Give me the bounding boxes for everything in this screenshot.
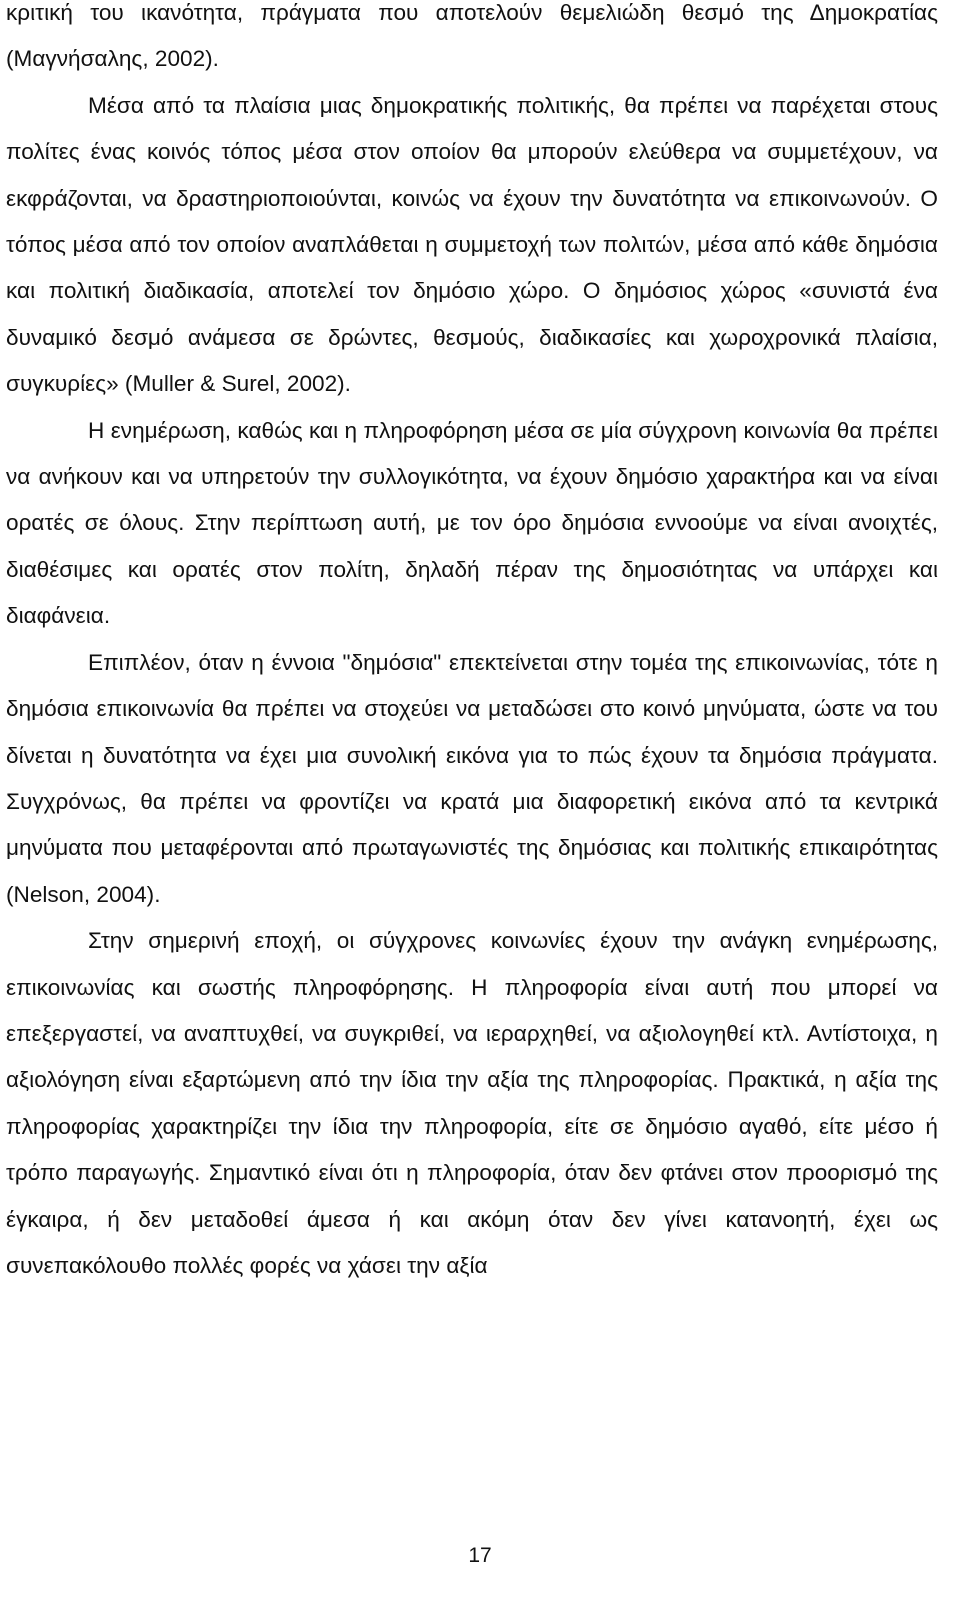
paragraph-public-communication: Επιπλέον, όταν η έννοια "δημόσια" επεκτείνεται στην τομέα της επικοινωνίας, τότε η δημόσια επικοινωνία θα πρέπει να στοχεύει να μεταδώσει στο κοινό μηνύματα, ώστε να του δίνεται η δυνατότητα να έχει μια συνολική εικόνα για το πώς έχουν τα δημόσια πράγματα. Συγχρόνως, θα πρέπει να φροντίζει να κρατά μια διαφορετική εικόνα από τα κεντρικά μηνύματα που μεταφέρονται από πρωταγωνιστές της δημόσιας και πολιτικής επικαιρότητας (Nelson, 2004). [6, 649, 938, 907]
paragraph-modern-societies: Στην σημερινή εποχή, οι σύγχρονες κοινωνίες έχουν την ανάγκη ενημέρωσης, επικοινωνίας και σωστής πληροφόρησης. Η πληροφορία είναι αυτή που μπορεί να επεξεργαστεί, να αναπτυχθεί, να συγκριθεί, να ιεραρχηθεί, να αξιολογηθεί κτλ. Αντίστοιχα, η αξιολόγηση είναι εξαρτώμενη από την ίδια την αξία της πληροφορίας. Πρακτικά, η αξία της πληροφορίας χαρακτηρίζει την ίδια την πληροφορία, είτε σε δημόσιο αγαθό, είτε μέσο ή τρόπο παραγωγής. Σημαντικό είναι ότι η πληροφορία, όταν δεν φτάνει στον προορισμό της έγκαιρα, ή δεν μεταδοθεί άμεσα ή και ακόμη όταν δεν γίνει κατανοητή, έχει ως συνεπακόλουθο πολλές φορές να χάσει την αξία [6, 928, 938, 1278]
paragraph-public-space: Μέσα από τα πλαίσια μιας δημοκρατικής πολιτικής, θα πρέπει να παρέχεται στους πολίτες ένας κοινός τόπος μέσα στον οποίον θα μπορούν ελεύθερα να συμμετέχουν, να εκφράζονται, να δραστηριοποιούνται, κοινώς να έχουν την δυνατότητα να επικοινωνούν. Ο τόπος μέσα από τον οποίον αναπλάθεται η συμμετοχή των πολιτών, μέσα από κάθε δημόσια και πολιτική διαδικασία, αποτελεί τον δημόσιο χώρο. Ο δημόσιος χώρος «συνιστά ένα δυναμικό δεσμό ανάμεσα σε δρώντες, θεσμούς, διαδικασίες και χωροχρονικά πλαίσια, συγκυρίες» (Muller & Surel, 2002). [6, 92, 938, 397]
paragraph-continuation: κριτική του ικανότητα, πράγματα που αποτελούν θεμελιώδη θεσμό της Δημοκρατίας (Μαγνήσαλης, 2002). [6, 0, 938, 72]
paragraph-information-publicity: Η ενημέρωση, καθώς και η πληροφόρηση μέσα σε μία σύγχρονη κοινωνία θα πρέπει να ανήκουν και να υπηρετούν την συλλογικότητα, να έχουν δημόσιο χαρακτήρα και να είναι ορατές σε όλους. Στην περίπτωση αυτή, με τον όρο δημόσια εννοούμε να είναι ανοιχτές, διαθέσιμες και ορατές στον πολίτη, δηλαδή πέραν της δημοσιότητας να υπάρχει και διαφάνεια. [6, 417, 938, 629]
document-body [6, 0, 938, 1289]
page-number: 17 [468, 1544, 492, 1567]
